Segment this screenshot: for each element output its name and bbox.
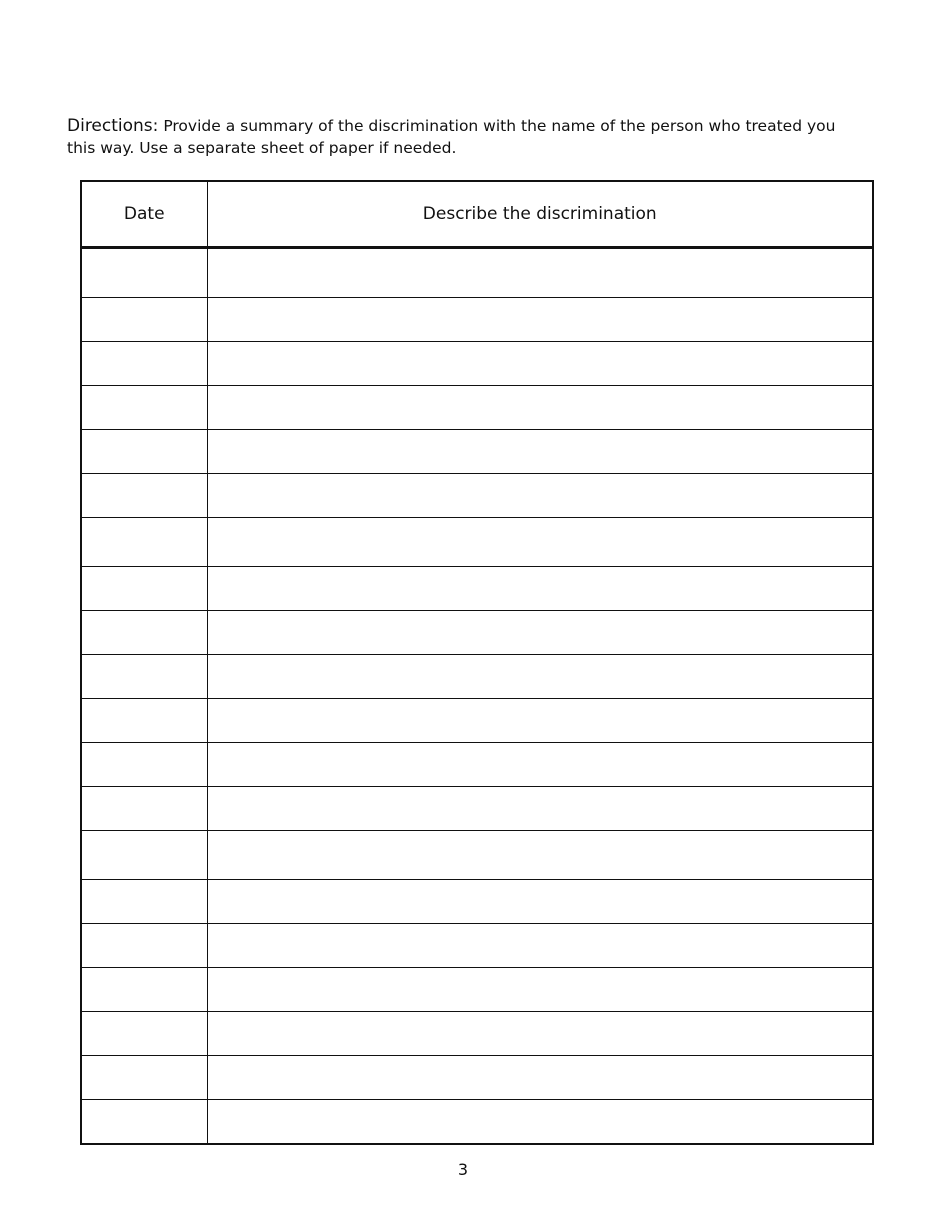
table-row [81,1100,873,1145]
date-cell[interactable] [81,611,207,655]
description-cell[interactable] [207,787,873,831]
description-cell[interactable] [207,611,873,655]
table-row [81,611,873,655]
table-row [81,1012,873,1056]
table-row [81,342,873,386]
date-cell[interactable] [81,518,207,567]
date-cell[interactable] [81,968,207,1012]
table-row [81,880,873,924]
description-cell[interactable] [207,518,873,567]
description-cell[interactable] [207,699,873,743]
description-cell[interactable] [207,743,873,787]
table-row [81,924,873,968]
description-cell[interactable] [207,386,873,430]
date-cell[interactable] [81,743,207,787]
date-cell[interactable] [81,298,207,342]
description-cell[interactable] [207,1012,873,1056]
date-cell[interactable] [81,1100,207,1145]
description-cell[interactable] [207,474,873,518]
table-row [81,474,873,518]
description-cell[interactable] [207,430,873,474]
directions-label: Directions [67,116,153,136]
table-row [81,248,873,298]
date-cell[interactable] [81,386,207,430]
table-row [81,655,873,699]
table-row [81,1056,873,1100]
discrimination-log-table [80,180,874,1145]
date-cell[interactable] [81,342,207,386]
table-row [81,968,873,1012]
description-column-header: Describe the discrimination [207,181,873,248]
table-row [81,567,873,611]
table-row [81,518,873,567]
description-cell[interactable] [207,342,873,386]
description-cell[interactable] [207,298,873,342]
page-number: 3 [457,1160,469,1179]
date-cell[interactable] [81,831,207,880]
date-column-header: Date [81,181,207,248]
date-cell[interactable] [81,430,207,474]
date-cell[interactable] [81,1012,207,1056]
table-row [81,831,873,880]
description-cell[interactable] [207,655,873,699]
date-cell[interactable] [81,567,207,611]
description-cell[interactable] [207,880,873,924]
description-cell[interactable] [207,924,873,968]
table-row [81,298,873,342]
table-header-row [81,181,873,248]
table-body [81,248,873,1145]
table-row [81,386,873,430]
description-cell[interactable] [207,567,873,611]
directions-colon: : [152,116,159,136]
date-cell[interactable] [81,699,207,743]
description-cell[interactable] [207,968,873,1012]
directions-paragraph [67,115,867,159]
description-cell[interactable] [207,1056,873,1100]
date-cell[interactable] [81,474,207,518]
description-cell[interactable] [207,248,873,298]
date-cell[interactable] [81,924,207,968]
description-cell[interactable] [207,831,873,880]
table-row [81,699,873,743]
table-row [81,743,873,787]
date-cell[interactable] [81,248,207,298]
date-cell[interactable] [81,787,207,831]
date-cell[interactable] [81,655,207,699]
table-row [81,787,873,831]
description-cell[interactable] [207,1100,873,1145]
date-cell[interactable] [81,1056,207,1100]
date-cell[interactable] [81,880,207,924]
directions-text: Provide a summary of the discrimination with the name of the person who treated you this way. Use a separate sheet of paper if needed. [67,117,836,157]
table-row [81,430,873,474]
